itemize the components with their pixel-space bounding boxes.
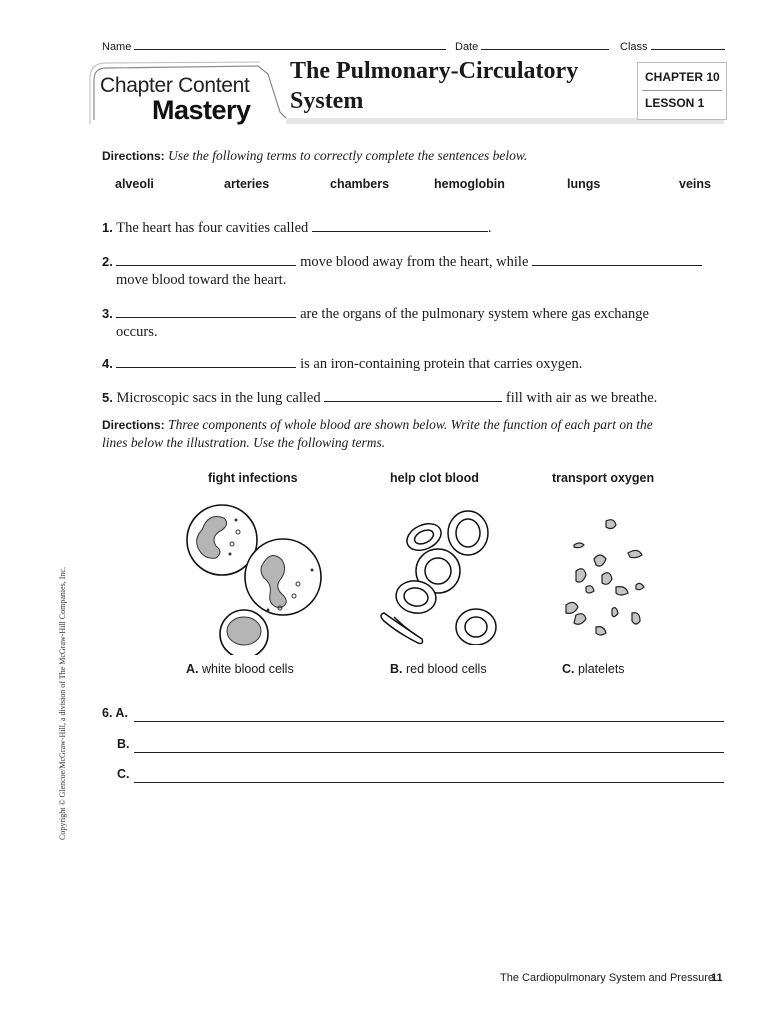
name-label: Name — [102, 41, 132, 53]
answer-blank-5[interactable] — [324, 387, 502, 402]
question-2: 2. move blood away from the heart, while move blood toward the heart. — [102, 251, 728, 289]
question-3: 3. are the organs of the pulmonary system where gas exchange occurs. — [102, 303, 728, 341]
answer-label-c: C. — [117, 767, 130, 781]
page-number: 11 — [711, 972, 723, 984]
name-input-line[interactable] — [134, 38, 446, 50]
directions-2: Directions: Three components of whole blood are shown below. Write the function of each part on the lines below the illustration. Use the following terms. — [102, 417, 653, 450]
chapter-label: CHAPTER 10 — [645, 70, 720, 84]
term-alveoli: alveoli — [115, 177, 154, 191]
red-blood-cells-illustration — [378, 505, 503, 645]
term-hemoglobin: hemoglobin — [434, 177, 505, 191]
class-field — [620, 38, 725, 53]
date-input-line[interactable] — [481, 38, 609, 50]
answer-blank-1[interactable] — [312, 217, 488, 232]
question-6-label: 6. A. — [102, 706, 128, 720]
answer-blank-3[interactable] — [116, 303, 296, 318]
caption-red-blood-cells: B. red blood cells — [390, 662, 487, 676]
term-arteries: arteries — [224, 177, 270, 191]
page-title: The Pulmonary-Circulatory — [290, 58, 579, 84]
term-veins: veins — [679, 177, 711, 191]
answer-blank-2a[interactable] — [116, 251, 296, 266]
answer-label-b: B. — [117, 737, 130, 751]
question-1: 1. The heart has four cavities called . — [102, 217, 492, 237]
date-label: Date — [455, 41, 479, 53]
caption-platelets: C. platelets — [562, 662, 625, 676]
caption-white-blood-cells: A. white blood cells — [186, 662, 294, 676]
date-field — [455, 38, 609, 53]
answer-blank-2b[interactable] — [532, 251, 702, 266]
term-lungs: lungs — [567, 177, 601, 191]
class-label: Class — [620, 41, 648, 53]
copyright-notice: Copyright © Glencoe/McGraw-Hill, a division of The McGraw-Hill Companies, Inc. — [58, 567, 67, 840]
answer-blank-4[interactable] — [116, 353, 296, 368]
name-field — [102, 38, 446, 53]
lesson-label: LESSON 1 — [645, 96, 705, 110]
directions-label: Directions: — [102, 149, 165, 163]
question-4: 4. is an iron-containing protein that carries oxygen. — [102, 353, 582, 373]
class-input-line[interactable] — [651, 38, 725, 50]
answer-line-a[interactable] — [134, 720, 724, 722]
term-transport-oxygen: transport oxygen — [552, 471, 655, 485]
platelets-illustration — [556, 515, 661, 645]
directions-1 — [102, 148, 527, 164]
footer-book-title: The Cardiopulmonary System and Pressure — [500, 972, 714, 984]
directions-text: Use the following terms to correctly complete the sentences below. — [168, 148, 528, 163]
answer-line-c[interactable] — [134, 781, 724, 783]
term-fight-infections: fight infections — [208, 471, 298, 485]
white-blood-cells-illustration — [180, 500, 330, 655]
feature-title-line1: Chapter Content — [100, 74, 250, 97]
page-title-line2: System — [290, 88, 364, 114]
feature-title-line2: Mastery — [152, 95, 251, 125]
question-5: 5. Microscopic sacs in the lung called fill with air as we breathe. — [102, 387, 657, 407]
term-chambers: chambers — [330, 177, 390, 191]
term-help-clot-blood: help clot blood — [390, 471, 479, 485]
answer-line-b[interactable] — [134, 751, 724, 753]
chapter-box — [637, 62, 727, 120]
